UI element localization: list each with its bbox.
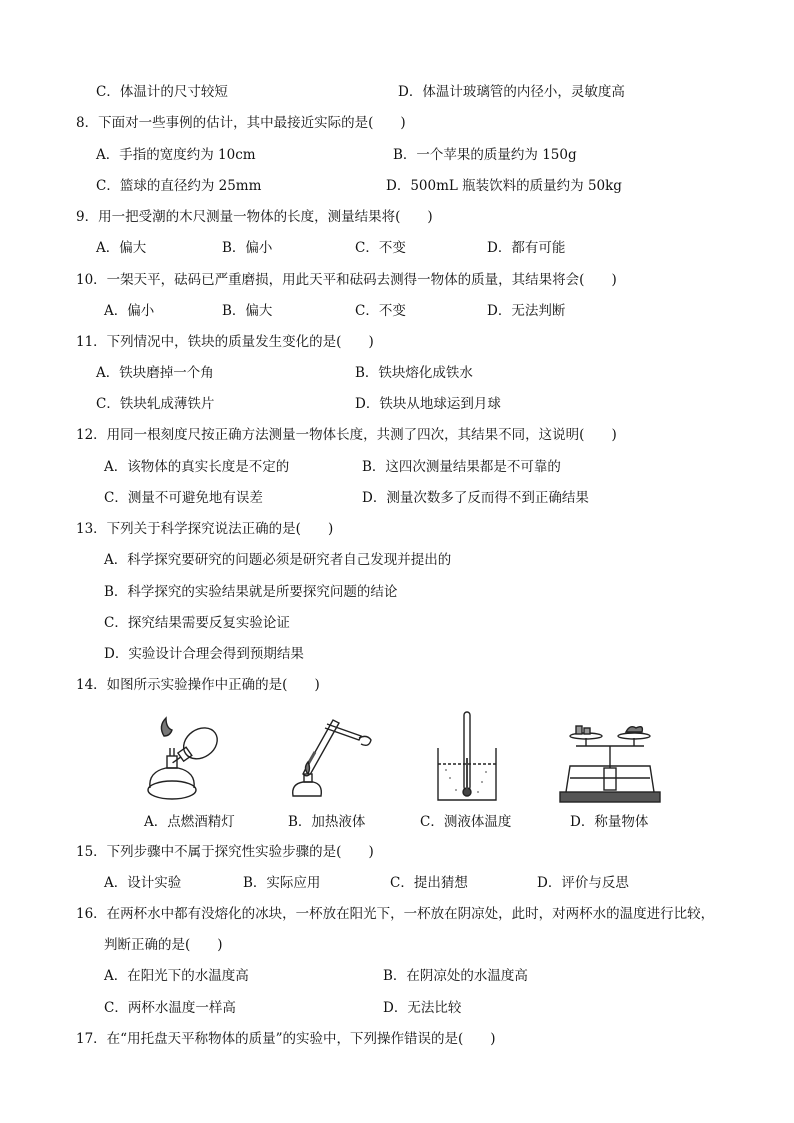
alcohol-lamp-lighting-figure bbox=[140, 714, 230, 806]
q9-option-a: A．偏大 bbox=[96, 240, 147, 256]
q8-option-c: C．篮球的直径约为 25mm bbox=[96, 178, 262, 194]
q7-option-d: D．体温计玻璃管的内径小，灵敏度高 bbox=[398, 84, 625, 100]
q14-option-c: C．测液体温度 bbox=[420, 814, 512, 830]
q14-stem: 14．如图所示实验操作中正确的是( ) bbox=[76, 677, 320, 693]
q16-stem-continued: 判断正确的是( ) bbox=[104, 937, 223, 953]
q8-option-d: D．500mL 瓶装饮料的质量约为 50kg bbox=[386, 178, 622, 194]
q10-option-a: A．偏小 bbox=[104, 303, 155, 319]
q8-stem: 8．下面对一些事例的估计，其中最接近实际的是( ) bbox=[76, 115, 406, 131]
q9-option-b: B．偏小 bbox=[222, 240, 273, 256]
q15-option-c: C．提出猜想 bbox=[390, 875, 468, 891]
thermometer-in-beaker-figure bbox=[430, 708, 506, 806]
q16-option-a: A．在阳光下的水温度高 bbox=[104, 968, 249, 984]
q10-option-c: C．不变 bbox=[355, 303, 406, 319]
q15-option-a: A．设计实验 bbox=[104, 875, 182, 891]
q11-option-c: C．铁块轧成薄铁片 bbox=[96, 396, 215, 412]
q11-option-b: B．铁块熔化成铁水 bbox=[355, 365, 473, 381]
q7-option-c: C．体温计的尺寸较短 bbox=[96, 84, 228, 100]
q10-option-d: D．无法判断 bbox=[487, 303, 566, 319]
q12-option-b: B．这四次测量结果都是不可靠的 bbox=[362, 459, 561, 475]
q15-option-d: D．评价与反思 bbox=[537, 875, 629, 891]
q16-option-b: B．在阴凉处的水温度高 bbox=[383, 968, 528, 984]
q8-option-b: B．一个苹果的质量约为 150g bbox=[393, 147, 577, 163]
q9-option-c: C．不变 bbox=[355, 240, 406, 256]
q14-option-d: D．称量物体 bbox=[570, 814, 649, 830]
q12-option-c: C．测量不可避免地有误差 bbox=[104, 490, 263, 506]
q12-option-a: A．该物体的真实长度是不定的 bbox=[104, 459, 290, 475]
q13-option-c: C．探究结果需要反复实验论证 bbox=[104, 615, 290, 631]
q13-option-d: D．实验设计合理会得到预期结果 bbox=[104, 646, 304, 662]
q13-stem: 13．下列关于科学探究说法正确的是( ) bbox=[76, 521, 334, 537]
q13-option-a: A．科学探究要研究的问题必须是研究者自己发现并提出的 bbox=[104, 552, 452, 568]
q11-option-d: D．铁块从地球运到月球 bbox=[355, 396, 501, 412]
q15-option-b: B．实际应用 bbox=[243, 875, 321, 891]
balance-weighing-figure bbox=[556, 720, 664, 806]
q15-stem: 15．下列步骤中不属于探究性实验步骤的是( ) bbox=[76, 844, 374, 860]
q16-option-c: C．两杯水温度一样高 bbox=[104, 1000, 236, 1016]
q13-option-b: B．科学探究的实验结果就是所要探究问题的结论 bbox=[104, 584, 398, 600]
q14-option-a: A．点燃酒精灯 bbox=[144, 814, 235, 830]
q12-option-d: D．测量次数多了反而得不到正确结果 bbox=[362, 490, 589, 506]
heating-liquid-figure bbox=[285, 710, 375, 806]
q11-stem: 11．下列情况中，铁块的质量发生变化的是( ) bbox=[76, 334, 374, 350]
q10-stem: 10．一架天平，砝码已严重磨损，用此天平和砝码去测得一物体的质量，其结果将会( ) bbox=[76, 272, 617, 288]
q9-option-d: D．都有可能 bbox=[487, 240, 566, 256]
q8-option-a: A．手指的宽度约为 10cm bbox=[96, 147, 256, 163]
q9-stem: 9．用一把受潮的木尺测量一物体的长度，测量结果将( ) bbox=[76, 209, 433, 225]
q16-stem: 16．在两杯水中都有没熔化的冰块，一杯放在阳光下，一杯放在阴凉处，此时，对两杯水的温度进行比较， bbox=[76, 906, 715, 922]
q16-option-d: D．无法比较 bbox=[383, 1000, 462, 1016]
q12-stem: 12．用同一根刻度尺按正确方法测量一物体长度，共测了四次，其结果不同，这说明( ) bbox=[76, 427, 617, 443]
q11-option-a: A．铁块磨掉一个角 bbox=[96, 365, 214, 381]
q17-stem: 17．在“用托盘天平称物体的质量”的实验中，下列操作错误的是( ) bbox=[76, 1031, 496, 1047]
q14-option-b: B．加热液体 bbox=[288, 814, 366, 830]
q10-option-b: B．偏大 bbox=[222, 303, 273, 319]
